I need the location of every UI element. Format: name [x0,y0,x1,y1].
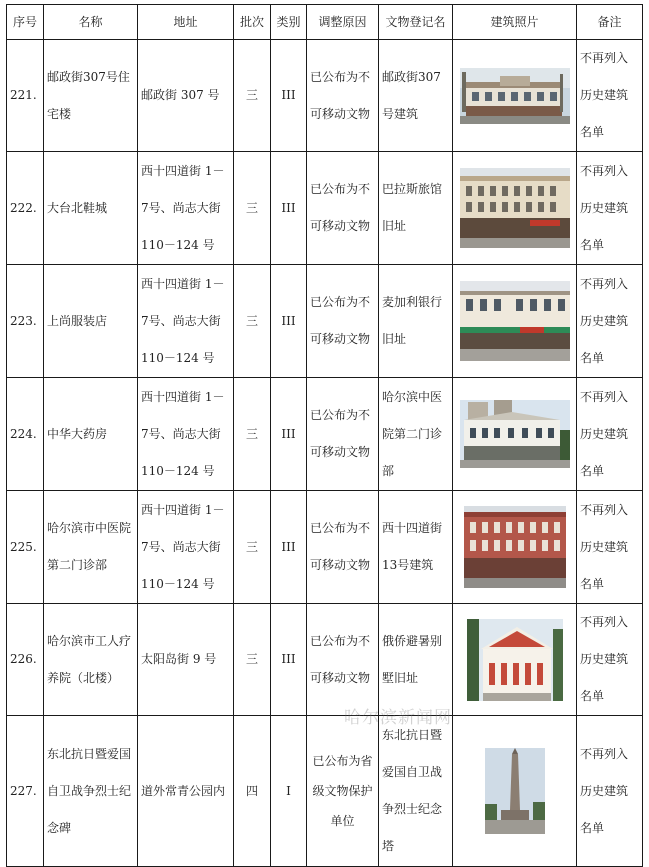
header-batch: 批次 [234,5,271,40]
batch: 三 [234,604,271,716]
header-reason: 调整原因 [307,5,379,40]
table-row [7,152,643,265]
building-name: 哈尔滨市工人疗养院（北楼） [44,604,138,716]
remark: 不再列入历史建筑名单 [577,491,643,604]
registered-name: 俄侨避暑别墅旧址 [379,604,453,716]
registered-name: 巴拉斯旅馆旧址 [379,152,453,265]
registered-name: 西十四道街13号建筑 [379,491,453,604]
building-address: 西十四道街 1－7号、尚志大街 110－124 号 [138,378,234,491]
registered-name: 东北抗日暨爱国自卫战争烈士纪念塔 [379,716,453,867]
remark: 不再列入历史建筑名单 [577,265,643,378]
row-number: 227. [7,716,44,867]
category: III [271,40,307,152]
building-address: 西十四道街 1－7号、尚志大街 110－124 号 [138,265,234,378]
building-name: 上尚服装店 [44,265,138,378]
building-photo [453,716,577,867]
building-name: 哈尔滨市中医院第二门诊部 [44,491,138,604]
building-photo-image [460,68,570,124]
category: III [271,378,307,491]
row-number: 223. [7,265,44,378]
building-address: 邮政街 307 号 [138,40,234,152]
row-number: 221. [7,40,44,152]
header-row [7,5,643,40]
registered-name: 哈尔滨中医院第二门诊部 [379,378,453,491]
category: III [271,265,307,378]
building-address: 道外常青公园内 [138,716,234,867]
building-photo-image [460,281,570,361]
adjust-reason: 已公布为省级文物保护单位 [307,716,379,867]
building-photo-image [485,748,545,834]
remark: 不再列入历史建筑名单 [577,152,643,265]
table-row [7,265,643,378]
category: I [271,716,307,867]
watermark: 哈尔滨新闻网 [344,708,452,728]
remark: 不再列入历史建筑名单 [577,604,643,716]
building-name: 大台北鞋城 [44,152,138,265]
adjust-reason: 已公布为不可移动文物 [307,40,379,152]
building-name: 东北抗日暨爱国自卫战争烈士纪念碑 [44,716,138,867]
building-address: 西十四道街 1－7号、尚志大街 110－124 号 [138,152,234,265]
building-address: 西十四道街 1－7号、尚志大街 110－124 号 [138,491,234,604]
batch: 三 [234,491,271,604]
header-note: 备注 [577,5,643,40]
table-row [7,716,643,867]
registered-name: 邮政街307号建筑 [379,40,453,152]
category: III [271,152,307,265]
building-photo [453,265,577,378]
header-no: 序号 [7,5,44,40]
header-address: 地址 [138,5,234,40]
table-row [7,491,643,604]
batch: 三 [234,265,271,378]
remark: 不再列入历史建筑名单 [577,378,643,491]
building-photo-image [460,400,570,468]
table-row [7,604,643,716]
row-number: 222. [7,152,44,265]
building-photo [453,604,577,716]
registered-name: 麦加利银行旧址 [379,265,453,378]
adjust-reason: 已公布为不可移动文物 [307,491,379,604]
building-photo [453,40,577,152]
building-address: 太阳岛街 9 号 [138,604,234,716]
header-registered-name: 文物登记名 [379,5,453,40]
building-photo-image [460,168,570,248]
batch: 三 [234,40,271,152]
row-number: 226. [7,604,44,716]
building-photo-image [467,619,563,701]
batch: 三 [234,378,271,491]
building-name: 中华大药房 [44,378,138,491]
table-row [7,40,643,152]
remark: 不再列入历史建筑名单 [577,40,643,152]
header-photo: 建筑照片 [453,5,577,40]
header-name: 名称 [44,5,138,40]
building-photo-image [464,506,566,588]
adjust-reason: 已公布为不可移动文物 [307,265,379,378]
remark: 不再列入历史建筑名单 [577,716,643,867]
building-photo [453,378,577,491]
adjust-reason: 已公布为不可移动文物 [307,604,379,716]
table-row [7,378,643,491]
heritage-table [6,4,643,867]
header-category: 类别 [271,5,307,40]
row-number: 224. [7,378,44,491]
row-number: 225. [7,491,44,604]
adjust-reason: 已公布为不可移动文物 [307,152,379,265]
batch: 四 [234,716,271,867]
adjust-reason: 已公布为不可移动文物 [307,378,379,491]
building-photo [453,152,577,265]
category: III [271,604,307,716]
building-photo [453,491,577,604]
building-name: 邮政街307号住宅楼 [44,40,138,152]
batch: 三 [234,152,271,265]
category: III [271,491,307,604]
